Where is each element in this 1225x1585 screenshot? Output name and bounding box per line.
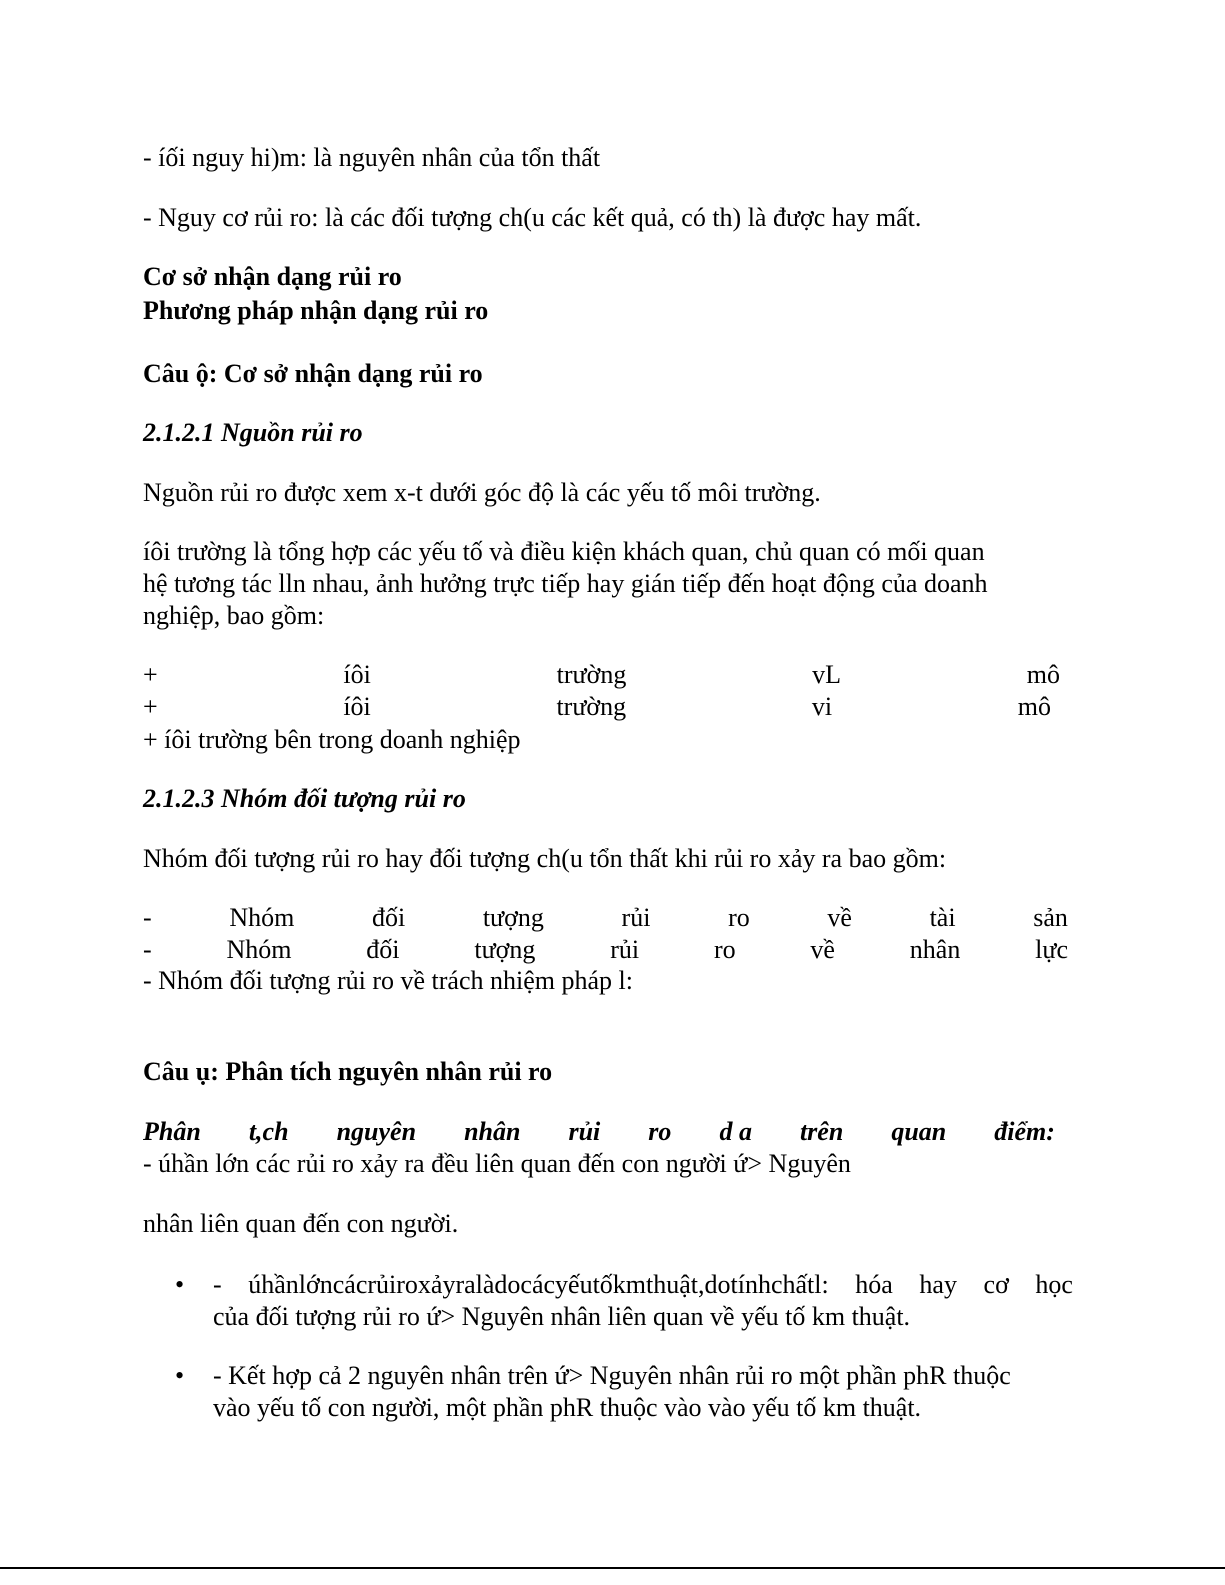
word: rủi (610, 935, 640, 964)
word: điểm: (994, 1117, 1055, 1146)
word: tượng (482, 903, 544, 932)
bullet-line: - Kết hợp cả 2 nguyên nhân trên ứ> Nguyên nhân rủi ro một phần phR thuộc (213, 1361, 1011, 1390)
bottom-rule (0, 1567, 1225, 1569)
word: trường (556, 692, 627, 721)
word: íôi (343, 660, 371, 689)
word: cơ (983, 1270, 1009, 1299)
word: đối (371, 903, 406, 932)
word: quan (891, 1117, 947, 1146)
word: mô (1026, 660, 1060, 689)
word: - (213, 1270, 222, 1299)
list-item: + íôi trường bên trong doanh nghiệp (143, 725, 521, 754)
word: - (143, 903, 152, 932)
list-item (143, 659, 1060, 691)
list-item (143, 902, 1068, 934)
word: học (1035, 1270, 1073, 1299)
paragraph-line: Nhóm đối tượng rủi ro hay đối tượng ch(u tổn thất khi rủi ro xảy ra bao gồm: (143, 844, 947, 873)
word: úhầnlớncácrủiroxảyralàdocácyếutốkmthuật,dotínhchấtl: (248, 1270, 829, 1299)
paragraph-line: Nguồn rủi ro được xem x-t dưới góc độ là các yếu tố môi trường. (143, 478, 821, 507)
word: ro (648, 1117, 672, 1146)
paragraph-line: íôi trường là tổng hợp các yếu tố và điều kiện khách quan, chủ quan có mối quan (143, 537, 985, 566)
word: đối (366, 935, 400, 964)
word: + (143, 660, 158, 689)
word: về (810, 935, 835, 964)
bullet-marker: • (175, 1270, 185, 1299)
word: trên (799, 1117, 844, 1146)
word: nhân (909, 935, 961, 964)
word: nguyên (336, 1117, 417, 1146)
heading: Cơ sở nhận dạng rủi ro (143, 262, 402, 291)
word: hóa (855, 1270, 893, 1299)
list-item: - Nhóm đối tượng rủi ro về trách nhiệm pháp l: (143, 966, 633, 995)
word: + (143, 692, 158, 721)
paragraph-line: - úhần lớn các rủi ro xảy ra đều liên quan đến con người ứ> Nguyên (143, 1149, 851, 1178)
word: Nhóm (226, 935, 292, 964)
heading: Câu ộ: Cơ sở nhận dạng rủi ro (143, 359, 483, 388)
word: về (827, 903, 852, 932)
word: hay (919, 1270, 957, 1299)
word: íôi (343, 692, 371, 721)
list-item (143, 691, 1051, 723)
word: t,ch (248, 1117, 289, 1146)
word: vL (812, 660, 841, 689)
paragraph-line (143, 1116, 1055, 1148)
word: ro (728, 903, 750, 932)
word: ro (713, 935, 736, 964)
word: nhân (464, 1117, 521, 1146)
heading: Phương pháp nhận dạng rủi ro (143, 296, 489, 325)
word: mô (1017, 692, 1051, 721)
section-heading: 2.1.2.3 Nhóm đối tượng rủi ro (143, 784, 466, 813)
bullet-line (213, 1269, 1073, 1301)
word: Phân (143, 1117, 201, 1146)
heading: Câu ụ: Phân tích nguyên nhân rủi ro (143, 1057, 553, 1086)
paragraph-line: nhân liên quan đến con người. (143, 1209, 459, 1238)
word: vi (811, 692, 833, 721)
word: d a (719, 1117, 752, 1146)
section-heading: 2.1.2.1 Nguồn rủi ro (143, 418, 363, 447)
word: - (143, 935, 152, 964)
text-line: - íối nguy hi)m: là nguyên nhân của tổn thất (143, 143, 601, 172)
list-item (143, 934, 1068, 966)
word: rủi (568, 1117, 601, 1146)
word: rủi (621, 903, 651, 932)
bullet-line: vào yếu tố con người, một phần phR thuộc vào vào yếu tố km thuật. (213, 1393, 922, 1422)
paragraph-line: hệ tương tác lln nhau, ảnh hưởng trực tiếp hay gián tiếp đến hoạt động của doanh (143, 569, 988, 598)
word: tài (929, 903, 956, 932)
word: lực (1035, 935, 1068, 964)
word: trường (556, 660, 627, 689)
bullet-item (213, 1360, 1073, 1424)
word: sản (1033, 903, 1068, 932)
bullet-marker: • (175, 1361, 185, 1390)
bullet-item (213, 1269, 1073, 1333)
word: Nhóm (229, 903, 295, 932)
bullet-line: của đối tượng rủi ro ứ> Nguyên nhân liên quan về yếu tố km thuật. (213, 1302, 911, 1331)
paragraph-line: nghiệp, bao gồm: (143, 601, 325, 630)
text-line: - Nguy cơ rủi ro: là các đối tượng ch(u các kết quả, có th) là được hay mất. (143, 203, 922, 232)
word: tượng (474, 935, 536, 964)
